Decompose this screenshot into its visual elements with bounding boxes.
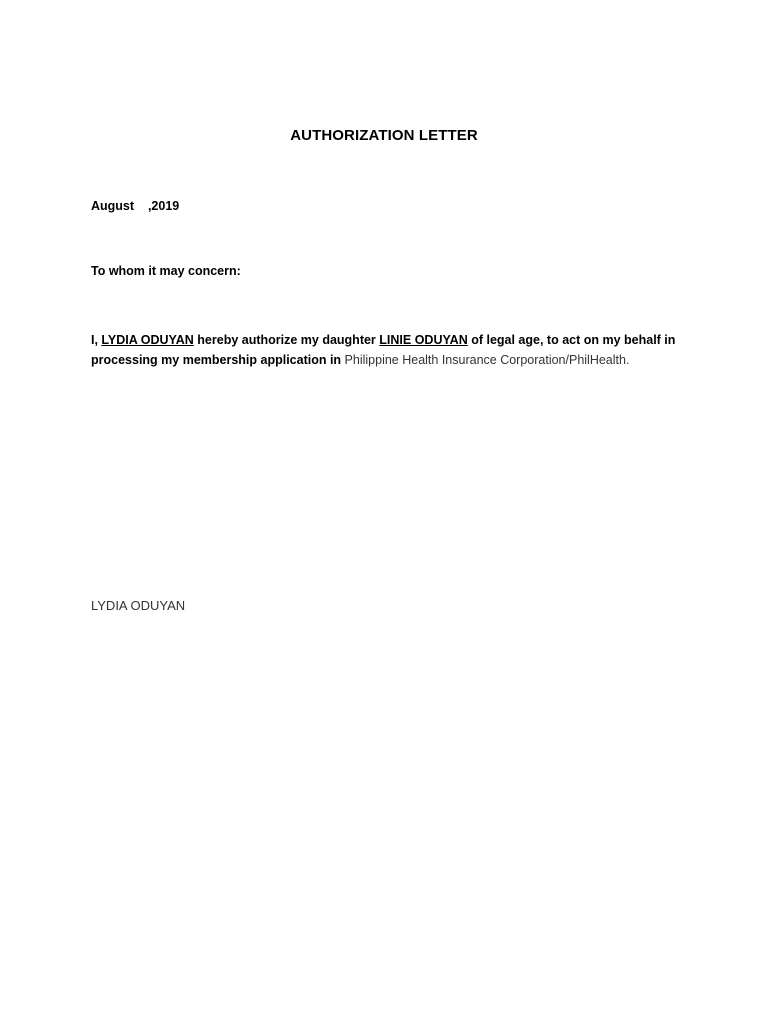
letter-salutation: To whom it may concern: — [91, 264, 241, 278]
body-segment-2: of legal age, to act on my behalf in processing my membership application in — [91, 333, 676, 367]
body-prefix: I, — [91, 333, 102, 347]
letter-body — [91, 330, 691, 370]
letter-date: August ,2019 — [91, 199, 180, 213]
organization-name: Philippine Health Insurance Corporation/PhilHealth. — [344, 353, 630, 367]
letter-title: AUTHORIZATION LETTER — [290, 127, 478, 144]
body-segment-1: hereby authorize my daughter — [193, 333, 380, 347]
grantee-name: LINIE ODUYAN — [379, 333, 468, 347]
grantor-name: LYDIA ODUYAN — [101, 333, 194, 347]
signature-name: LYDIA ODUYAN — [91, 598, 186, 613]
